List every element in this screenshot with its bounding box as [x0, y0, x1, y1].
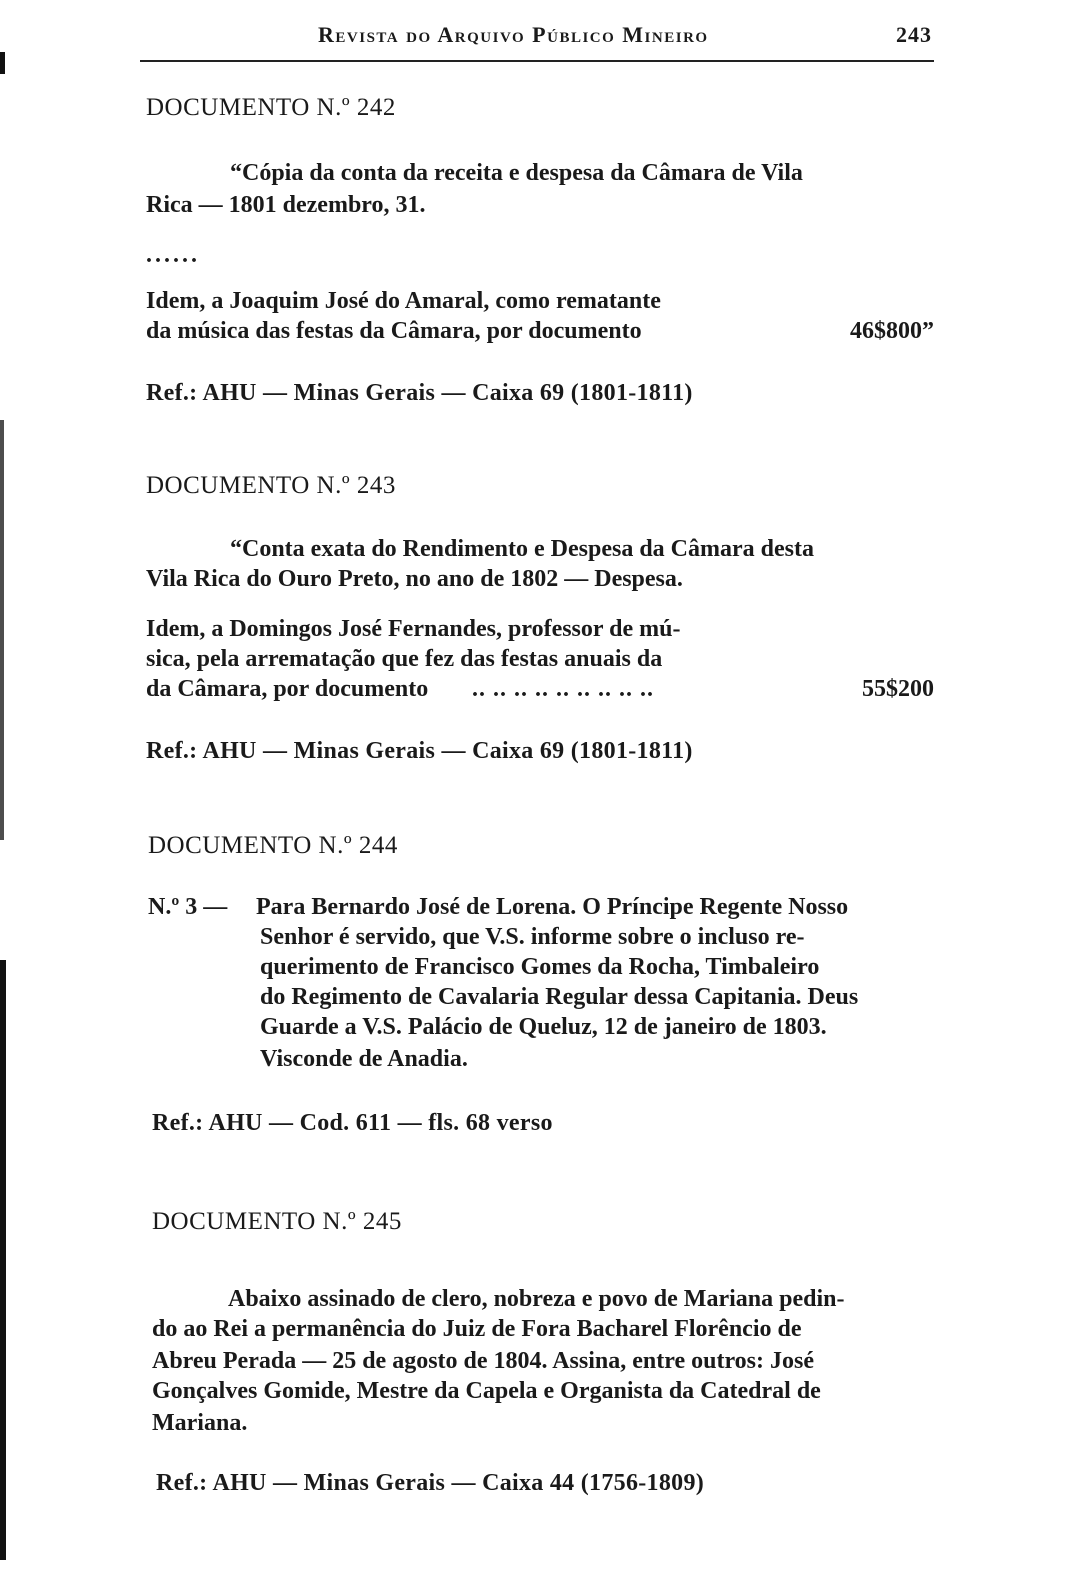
- entry-line: Senhor é servido, que V.S. informe sobre o incluso re-: [260, 924, 805, 950]
- intro-line: “Conta exata do Rendimento e Despesa da Câmara desta: [230, 536, 814, 562]
- body-line: Abaixo assinado de clero, nobreza e povo de Mariana pedin-: [228, 1286, 845, 1312]
- scan-edge-mark: [0, 420, 4, 840]
- entry-line: Visconde de Anadia.: [260, 1046, 468, 1072]
- body-line: Mariana.: [152, 1410, 248, 1436]
- running-title: Revista do Arquivo Público Mineiro: [318, 22, 709, 47]
- document-title: DOCUMENTO N.º 242: [146, 94, 396, 121]
- item-line: da música das festas da Câmara, por documento: [146, 318, 642, 344]
- entry-line: querimento de Francisco Gomes da Rocha, Timbaleiro: [260, 954, 820, 980]
- scan-edge-mark: [0, 52, 5, 74]
- body-line: Abreu Perada — 25 de agosto de 1804. Assina, entre outros: José: [152, 1348, 814, 1374]
- ellipsis: ......: [146, 242, 200, 268]
- scan-edge-mark: [0, 960, 6, 1560]
- reference: Ref.: AHU — Minas Gerais — Caixa 69 (1801-1811): [146, 738, 693, 764]
- amount-value: 46$800”: [850, 318, 934, 344]
- document-title: DOCUMENTO N.º 245: [152, 1208, 402, 1235]
- item-line: sica, pela arrematação que fez das festas anuais da: [146, 646, 663, 672]
- document-title: DOCUMENTO N.º 243: [146, 472, 396, 499]
- page-number: 243: [896, 22, 932, 47]
- body-line: do ao Rei a permanência do Juiz de Fora Bacharel Florêncio de: [152, 1316, 802, 1342]
- item-line: da Câmara, por documento: [146, 676, 429, 702]
- item-line: Idem, a Domingos José Fernandes, professor de mú-: [146, 616, 681, 642]
- amount-value: 55$200: [862, 676, 934, 702]
- entry-line: Guarde a V.S. Palácio de Queluz, 12 de janeiro de 1803.: [260, 1014, 827, 1040]
- document-title: DOCUMENTO N.º 244: [148, 832, 398, 859]
- intro-line: Rica — 1801 dezembro, 31.: [146, 192, 426, 218]
- intro-line: Vila Rica do Ouro Preto, no ano de 1802 — Despesa.: [146, 566, 683, 592]
- entry-label: N.º 3 —: [148, 894, 228, 920]
- item-line: Idem, a Joaquim José do Amaral, como rematante: [146, 288, 661, 314]
- reference: Ref.: AHU — Cod. 611 — fls. 68 verso: [152, 1110, 553, 1136]
- entry-line: do Regimento de Cavalaria Regular dessa Capitania. Deus: [260, 984, 859, 1010]
- entry-line: Para Bernardo José de Lorena. O Príncipe Regente Nosso: [256, 894, 849, 920]
- dot-leader: .. .. .. .. .. .. .. .. ..: [472, 676, 654, 702]
- reference: Ref.: AHU — Minas Gerais — Caixa 69 (1801-1811): [146, 380, 693, 406]
- body-line: Gonçalves Gomide, Mestre da Capela e Organista da Catedral de: [152, 1378, 821, 1404]
- header-rule: [140, 60, 934, 62]
- intro-line: “Cópia da conta da receita e despesa da Câmara de Vila: [230, 160, 803, 186]
- reference: Ref.: AHU — Minas Gerais — Caixa 44 (1756-1809): [156, 1470, 705, 1496]
